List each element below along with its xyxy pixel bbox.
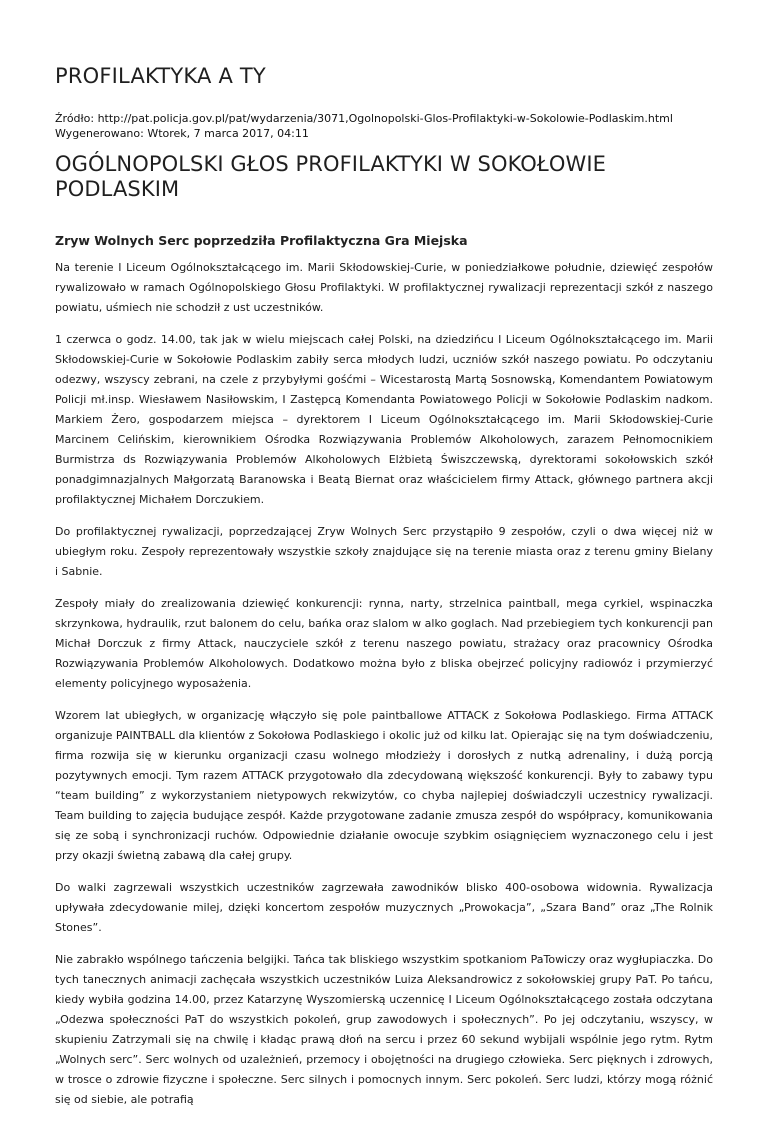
- paragraph-1: Na terenie I Liceum Ogólnokształcącego im. Marii Skłodowskiej-Curie, w poniedziałkowe południe, dziewięć zespołów rywalizowało w ramach Ogólnopolskiego Głosu Profilaktyki. W profilaktycznej rywalizacji reprezentacji szkół z naszego powiatu, uśmiech nie schodził z ust uczestników.: [55, 261, 713, 314]
- paragraph-7: Nie zabrakło wspólnego tańczenia belgijki. Tańca tak bliskiego wszystkim spotkaniom PaTowiczy oraz wygłupiaczka. Do tych tanecznych animacji zachęcała wszystkich uczestników Luiza Aleksandrowicz z sokołowskiej grupy PaT. Po tańcu, kiedy wybiła godzina 14.00, przez Katarzynę Wyszomierską uczennicę I Liceum Ogólnokształcącego została odczytana „Odezwa społeczności PaT do wszystkich pokoleń, grup zawodowych i społecznych”. Po jej odczytaniu, wszyscy, w skupieniu Zatrzymali się na chwilę i kładąc prawą dłoń na sercu i przez 60 sekund wybijali wspólnie jego rytm. Rytm „Wolnych serc”. Serc wolnych od uzależnień, przemocy i obojętności na drugiego człowieka. Serc pięknych i zdrowych, w trosce o zdrowie fizyczne i społeczne. Serc silnych i pomocnych innym. Serc pokoleń. Serc ludzi, którzy mogą różnić się od siebie, ale potrafią: [55, 953, 713, 1106]
- article-title: OGÓLNOPOLSKI GŁOS PROFILAKTYKI W SOKOŁOWIE PODLASKIM: [55, 152, 606, 201]
- document-meta: [55, 111, 673, 141]
- generated-line: Wygenerowano: Wtorek, 7 marca 2017, 04:11: [55, 127, 309, 140]
- paragraph-4: Zespoły miały do zrealizowania dziewięć konkurencji: rynna, narty, strzelnica paintball, mega cyrkiel, wspinaczka skrzynkowa, hydraulik, rzut balonem do celu, bańka oraz slalom w alko goglach. Nad przebiegiem tych konkurencji pan Michał Dorczuk z firmy Attack, nauczyciele szkół z terenu naszego powiatu, strażacy oraz pracownicy Ośrodka Rozwiązywania Problemów Alkoholowych. Dodatkowo można było z bliska obejrzeć policyjny radiowóz i przymierzyć elementy policyjnego wyposażenia.: [55, 597, 713, 690]
- paragraph-3: Do profilaktycznej rywalizacji, poprzedzającej Zryw Wolnych Serc przystąpiło 9 zespołów, czyli o dwa więcej niż w ubiegłym roku. Zespoły reprezentowały wszystkie szkoły znajdujące się na terenie miasta oraz z terenu gminy Bielany i Sabnie.: [55, 525, 713, 578]
- paragraph-6: Do walki zagrzewali wszystkich uczestników zagrzewała zawodników blisko 400-osobowa widownia. Rywalizacja upływała zdecydowanie milej, dzięki koncertom zespołów muzycznych „Prowokacja”, „Szara Band” oraz „The Rolnik Stones”.: [55, 881, 713, 934]
- article-body: [55, 258, 713, 1122]
- paragraph-2: 1 czerwca o godz. 14.00, tak jak w wielu miejscach całej Polski, na dziedzińcu I Liceum Ogólnokształcącego im. Marii Skłodowskiej-Curie w Sokołowie Podlaskim zabiły serca młodych ludzi, uczniów szkół naszego powiatu. Po odczytaniu odezwy, wszyscy zebrani, na czele z przybyłymi gośćmi – Wicestarostą Martą Sosnowską, Komendantem Powiatowym Policji mł.insp. Wiesławem Nasiłowskim, I Zastępcą Komendanta Powiatowego Policji w Sokołowie Podlaskim nadkom. Markiem Żero, gospodarzem miejsca – dyrektorem I Liceum Ogólnokształcącego im. Marii Skłodowskiej-Curie Marcinem Celińskim, kierownikiem Ośrodka Rozwiązywania Problemów Alkoholowych, zarazem Pełnomocnikiem Burmistrza ds Rozwiązywania Problemów Alkoholowych Elżbietą Świszczewską, dyrektorami sokołowskich szkół ponadgimnazjalnych Małgorzatą Baranowska i Beatą Biernat oraz właścicielem firmy Attack, głównego partnera akcji profilaktycznej Michałem Dorczukiem.: [55, 333, 713, 506]
- site-title: PROFILAKTYKA A TY: [55, 64, 266, 88]
- source-line: Źródło: http://pat.policja.gov.pl/pat/wydarzenia/3071,Ogolnopolski-Glos-Profilaktyki-w-Sokolowie-Podlaskim.html: [55, 112, 673, 125]
- paragraph-5: Wzorem lat ubiegłych, w organizację włączyło się pole paintballowe ATTACK z Sokołowa Podlaskiego. Firma ATTACK organizuje PAINTBALL dla klientów z Sokołowa Podlaskiego i okolic już od kilku lat. Opierając się na tym doświadczeniu, firma rozwija się w kierunku organizacji czasu wolnego młodzieży i dorosłych z nutką adrenaliny, i dużą porcją pozytywnych emocji. Tym razem ATTACK przygotowało dla zdecydowaną większość konkurencji. Były to zabawy typu “team building” z wykorzystaniem nietypowych rekwizytów, co chyba najlepiej doświadczyli uczestnicy rywalizacji. Team building to zajęcia budujące zespół. Każde przygotowane zadanie zmusza zespół do współpracy, komunikowania się ze sobą i synchronizacji ruchów. Odpowiednie działanie owocuje szybkim osiągnięciem wyznaczonego celu i jest przy okazji świetną zabawą dla całej grupy.: [55, 709, 713, 862]
- article-subtitle: Zryw Wolnych Serc poprzedziła Profilaktyczna Gra Miejska: [55, 233, 468, 248]
